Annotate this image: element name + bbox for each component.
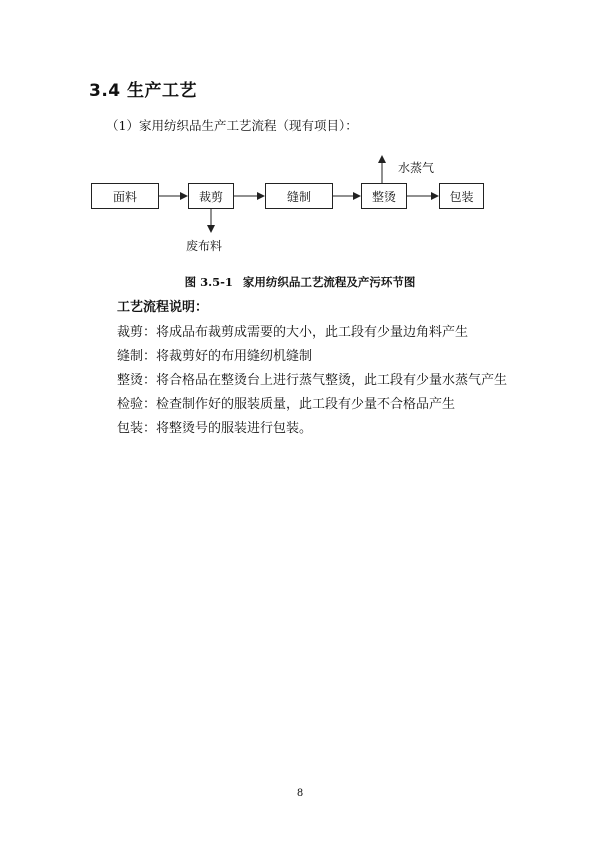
steam-label: 水蒸气: [398, 161, 435, 175]
description-line: 检验：检查制作好的服装质量，此工段有少量不合格品产生: [117, 397, 456, 412]
description-line: 整烫：将合格品在整烫台上进行蒸气整烫，此工段有少量水蒸气产生: [117, 373, 508, 388]
flow-box-ironing: 整烫: [361, 183, 407, 209]
flow-box-cutting: 裁剪: [188, 183, 234, 209]
description-title: 工艺流程说明：: [117, 300, 209, 315]
description-line: 包装：将整烫号的服装进行包装。: [117, 421, 313, 436]
flow-arrows: [0, 0, 600, 260]
figure-title: 家用纺织品工艺流程及产污环节图: [242, 275, 416, 289]
figure-number: 图 3.5-1: [184, 275, 233, 289]
flow-box-fabric: 面料: [91, 183, 159, 209]
waste-fabric-label: 废布料: [186, 239, 223, 253]
flow-box-sewing: 缝制: [265, 183, 333, 209]
flow-box-packing: 包装: [439, 183, 484, 209]
figure-caption: [0, 274, 600, 290]
section-heading: 3.4 生产工艺: [89, 81, 198, 101]
description-line: 缝制：将裁剪好的布用缝纫机缝制: [117, 349, 313, 364]
page-number: 8: [296, 788, 304, 799]
flow-intro: （1）家用纺织品生产工艺流程（现有项目）：: [106, 118, 358, 133]
description-line: 裁剪：将成品布裁剪成需要的大小，此工段有少量边角料产生: [117, 325, 469, 340]
